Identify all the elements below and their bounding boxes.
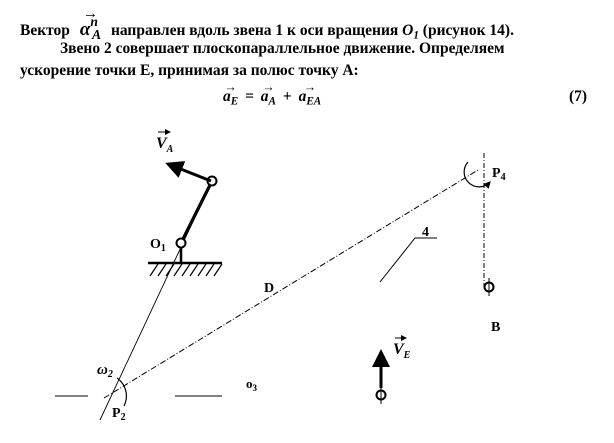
eq-equals: = (245, 88, 254, 105)
label-b: B (491, 320, 501, 335)
alpha-n-a-symbol: → $\alpha^n_A$ (80, 14, 101, 43)
link-2-p2-p4 (104, 170, 478, 398)
leader-line-4 (380, 238, 437, 282)
text-line-2: Звено 2 совершает плоскопараллельное движение. Определяем (60, 40, 505, 57)
label-o3: $o_3$ (246, 376, 257, 393)
line1-middle: направлен вдоль звена 1 к оси вращения (110, 21, 399, 39)
line1-after: (рисунок 14). (422, 21, 514, 39)
o1-symbol: $O_1$ (402, 21, 419, 42)
label-o1: $O_1$ (150, 237, 166, 254)
label-ve: $V_E$ (393, 341, 411, 361)
text-line-3: ускорение точки Е, принимая за полюс точку А: (20, 62, 359, 79)
label-4: 4 (422, 225, 429, 240)
label-p2: $P_2$ (112, 406, 126, 423)
line-a-p2 (100, 181, 212, 420)
eq-a-a: → $a_A$ (261, 88, 276, 107)
rotation-arc-omega2 (117, 378, 126, 406)
label-d: D (264, 281, 275, 296)
line1-before: Вектор (20, 21, 70, 39)
eq-plus: + (282, 88, 292, 105)
velocity-va-arrow (168, 164, 211, 181)
eq-a-e: → $a_E$ (223, 88, 238, 107)
label-omega2: $\omega_2$ (97, 362, 113, 380)
rotation-arc-p4 (464, 162, 490, 187)
label-p4: $P_4$ (492, 166, 506, 183)
joint-o1 (177, 239, 186, 248)
joint-b (485, 278, 494, 296)
label-va: $V_A$ (156, 135, 174, 155)
eq-a-ea: → $a_{EA}$ (299, 88, 322, 107)
equation-number: (7) (569, 88, 588, 105)
